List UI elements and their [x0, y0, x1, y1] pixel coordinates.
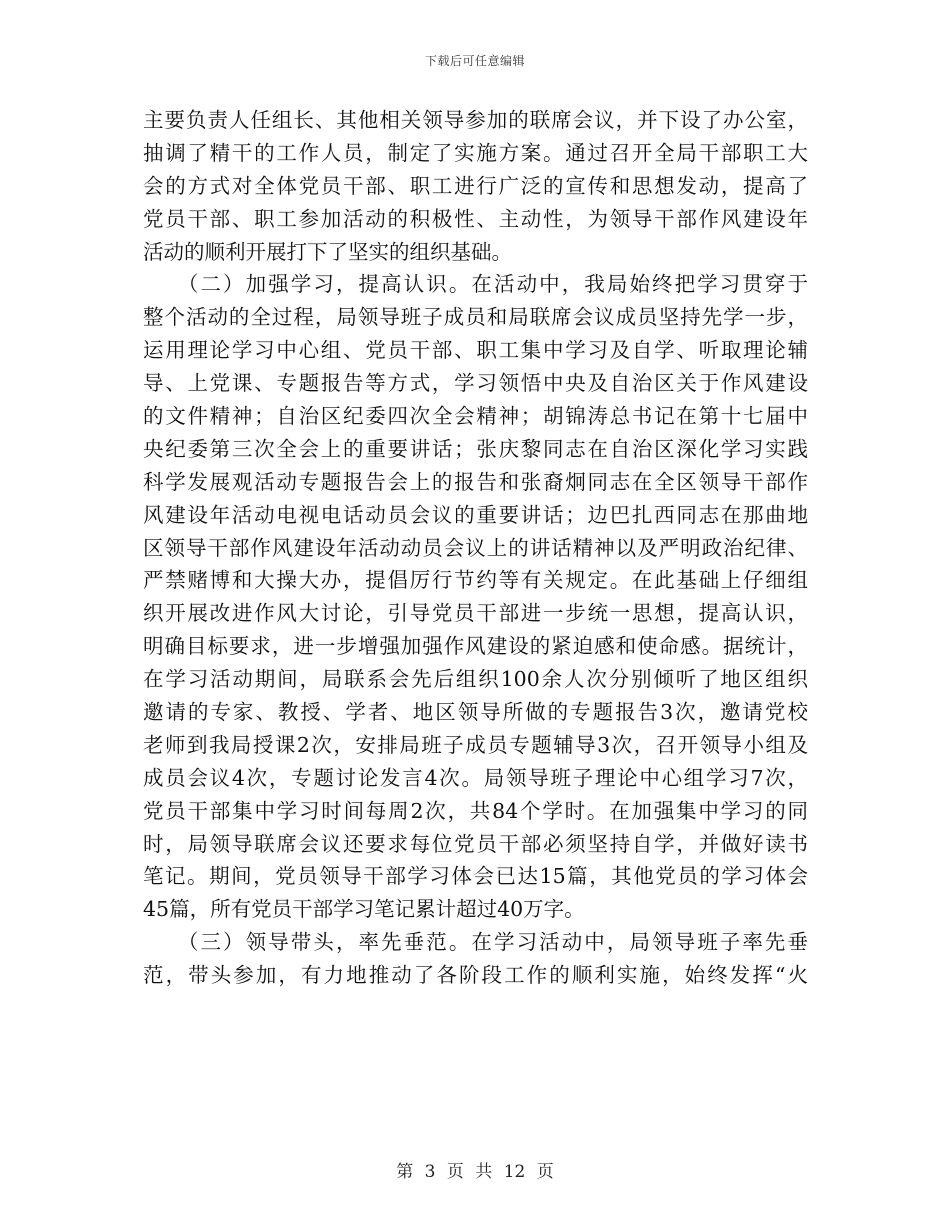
- text-line: （二）加强学习，提高认识。在活动中，我局始终把学习贯穿于: [143, 272, 808, 297]
- text-line: 45篇，所有党员干部学习笔记累计超过40万字。: [143, 897, 585, 922]
- text-line: 活动的顺利开展打下了坚实的组织基础。: [143, 239, 512, 264]
- body-text: [143, 104, 808, 992]
- text-line: 抽调了精干的工作人员，制定了实施方案。通过召开全局干部职工大: [143, 140, 808, 165]
- text-line: 笔记。期间，党员领导干部学习体会已达15篇，其他党员的学习体会: [143, 864, 808, 889]
- text-line: 党员干部、职工参加活动的积极性、主动性，为领导干部作风建设年: [143, 206, 808, 231]
- text-line: 会的方式对全体党员干部、职工进行广泛的宣传和思想发动，提高了: [143, 173, 808, 198]
- text-line: 区领导干部作风建设年活动动员会议上的讲话精神以及严明政治纪律、: [143, 535, 808, 560]
- text-line: 央纪委第三次全会上的重要讲话；张庆黎同志在自治区深化学习实践: [143, 436, 808, 461]
- text-line: 老师到我局授课2次，安排局班子成员专题辅导3次，召开领导小组及: [143, 732, 808, 757]
- text-line: （三）领导带头，率先垂范。在学习活动中，局领导班子率先垂: [143, 930, 808, 955]
- text-line: 成员会议4次，专题讨论发言4次。局领导班子理论中心组学习7次，: [143, 765, 808, 790]
- page-header: 下载后可任意编辑: [424, 54, 525, 68]
- text-line: 导、上党课、专题报告等方式，学习领悟中央及自治区关于作风建设: [143, 371, 808, 396]
- text-line: 风建设年活动电视电话动员会议的重要讲话；边巴扎西同志在那曲地: [143, 502, 808, 527]
- text-line: 范，带头参加，有力地推动了各阶段工作的顺利实施，始终发挥“火: [143, 963, 808, 988]
- text-line: 整个活动的全过程，局领导班子成员和局联席会议成员坚持先学一步，: [143, 305, 808, 330]
- text-line: 在学习活动期间，局联系会先后组织100余人次分别倾听了地区组织: [143, 667, 808, 692]
- text-line: 的文件精神；自治区纪委四次全会精神；胡锦涛总书记在第十七届中: [143, 404, 808, 429]
- text-line: 邀请的专家、教授、学者、地区领导所做的专题报告3次，邀请党校: [143, 700, 808, 725]
- text-line: 科学发展观活动专题报告会上的报告和张裔炯同志在全区领导干部作: [143, 469, 808, 494]
- text-line: 明确目标要求，进一步增强加强作风建设的紧迫感和使命感。据统计，: [143, 634, 808, 659]
- text-line: 党员干部集中学习时间每周2次，共84个学时。在加强集中学习的同: [143, 798, 808, 823]
- text-line: 织开展改进作风大讨论，引导党员干部进一步统一思想，提高认识，: [143, 601, 808, 626]
- page-footer: 第 3 页 共 12 页: [396, 1162, 554, 1182]
- text-line: 时，局领导联席会议还要求每位党员干部必须坚持自学，并做好读书: [143, 831, 808, 856]
- text-line: 运用理论学习中心组、党员干部、职工集中学习及自学、听取理论辅: [143, 338, 808, 363]
- text-line: 主要负责人任组长、其他相关领导参加的联席会议，并下设了办公室，: [143, 108, 808, 132]
- text-line: 严禁赌博和大操大办，提倡厉行节约等有关规定。在此基础上仔细组: [143, 568, 808, 593]
